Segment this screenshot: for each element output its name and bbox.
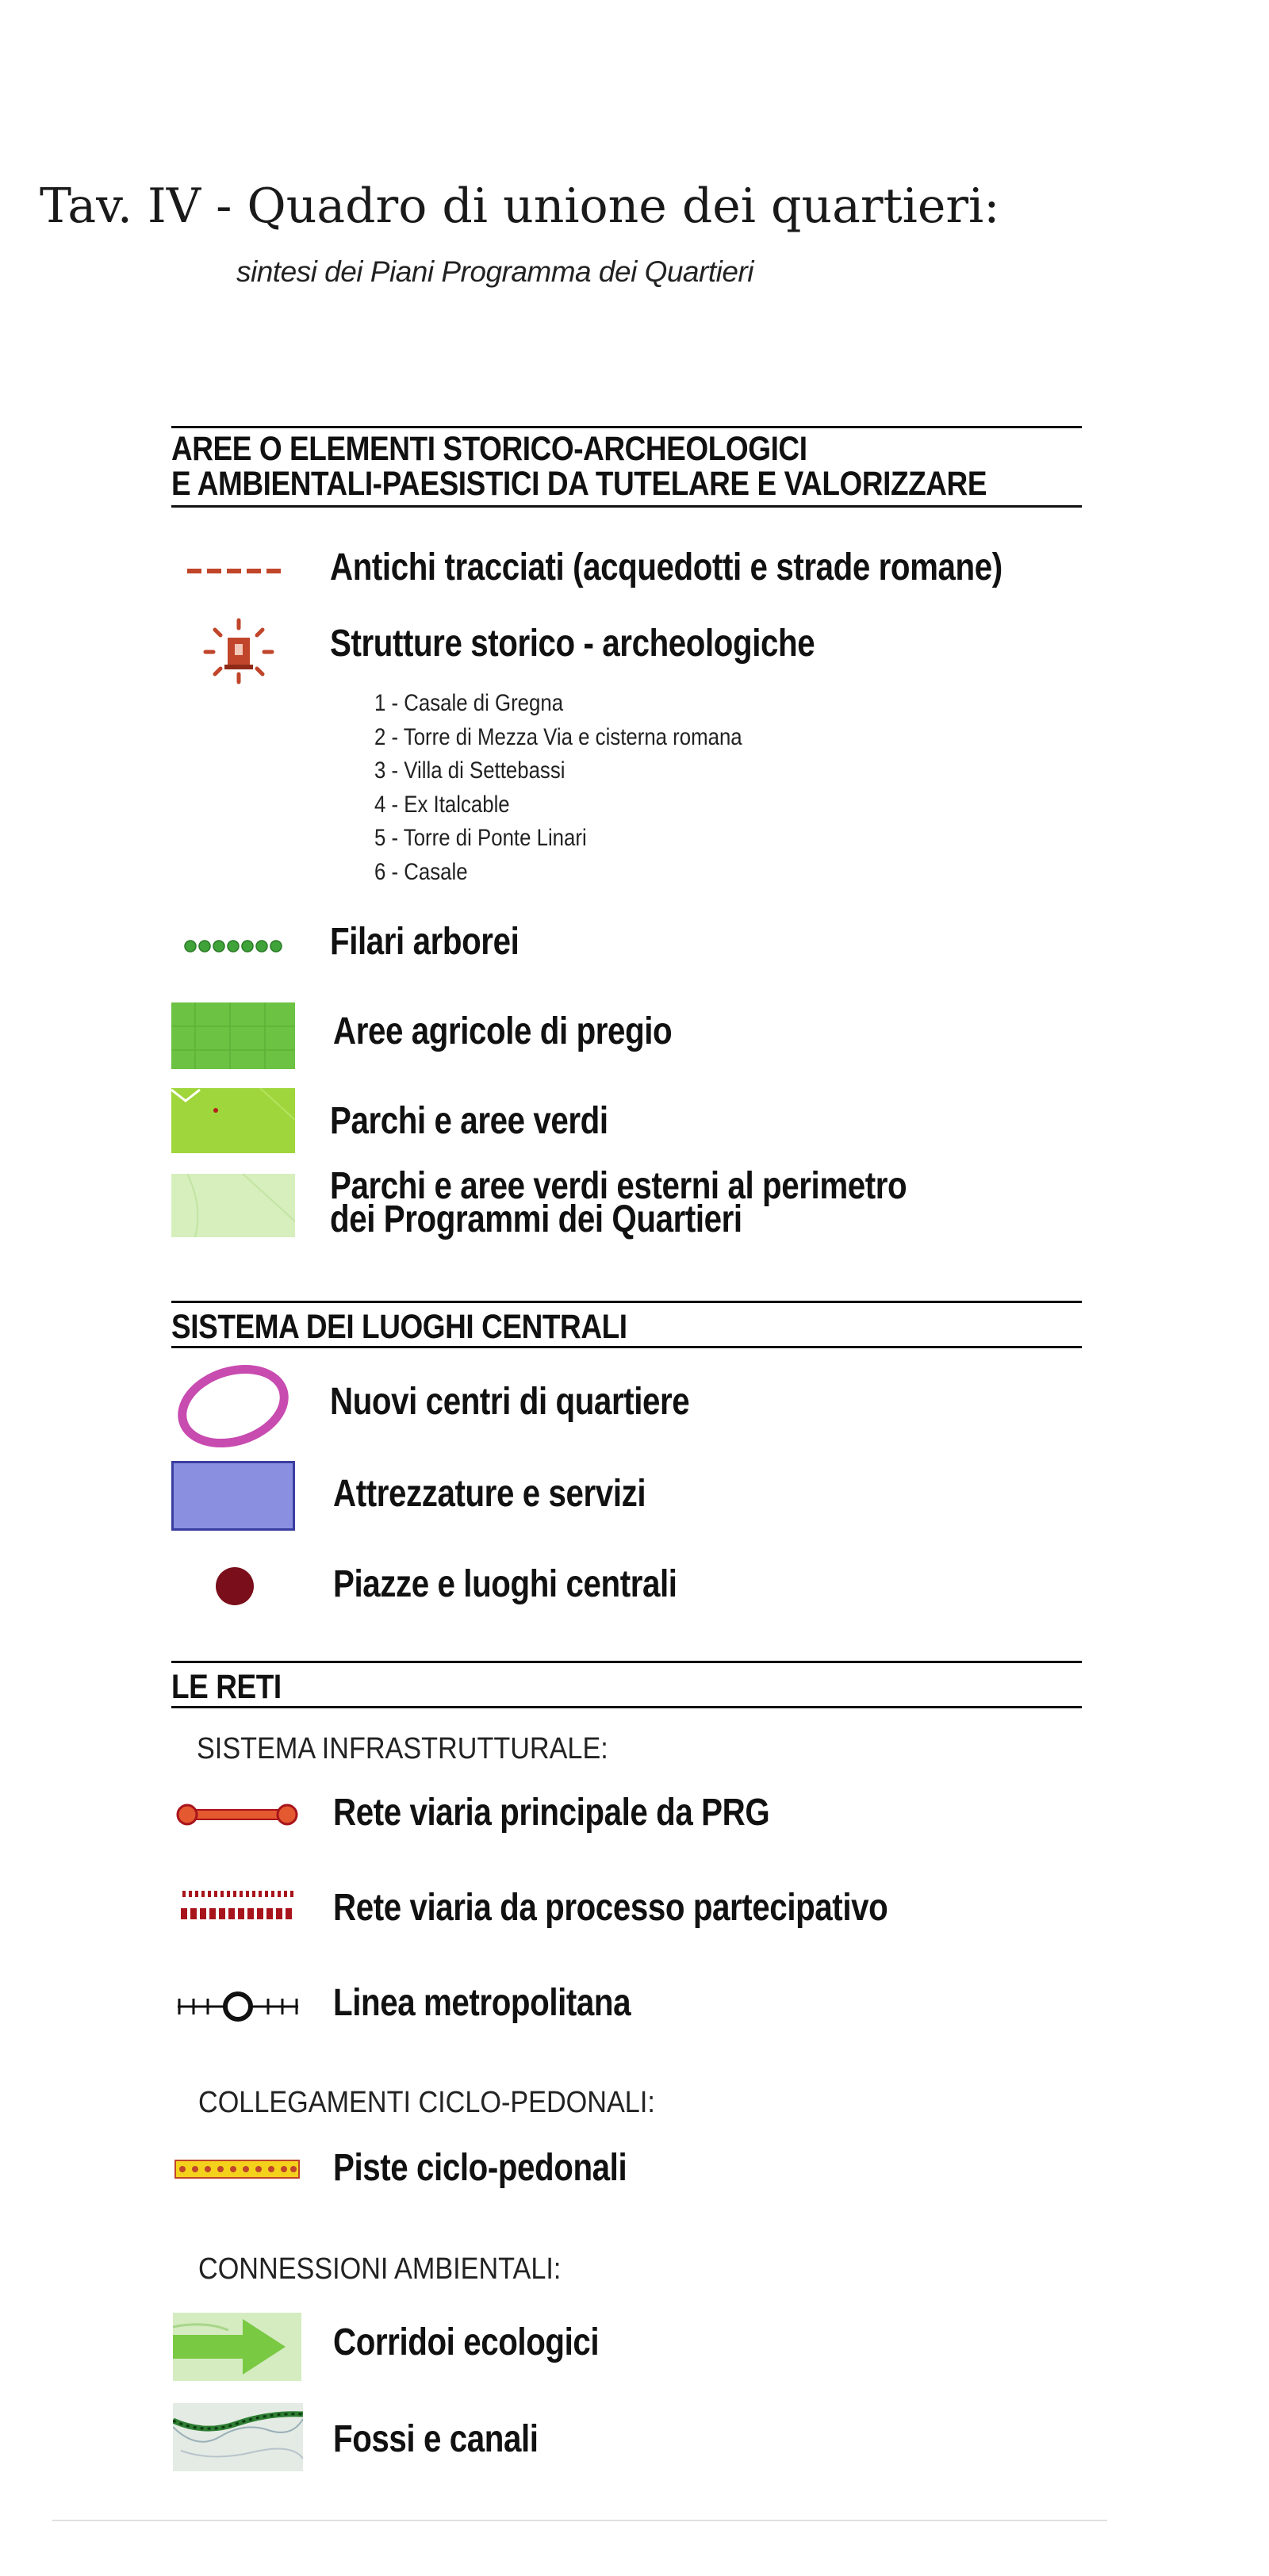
legend-metro-label: Linea metropolitana bbox=[333, 1982, 631, 2024]
legend-piste-label: Piste ciclo-pedonali bbox=[333, 2147, 627, 2189]
section-luoghi-heading bbox=[171, 1301, 1082, 1348]
strutture-list-item: 1 - Casale di Gregna bbox=[374, 690, 564, 716]
legend-corridoi-label: Corridoi ecologici bbox=[333, 2321, 600, 2363]
legend-parchi-esterni-line1: Parchi e aree verdi esterni al perimetro bbox=[330, 1165, 907, 1207]
conn-subheading: CONNESSIONI AMBIENTALI: bbox=[198, 2252, 562, 2286]
strutture-list-item: 5 - Torre di Ponte Linari bbox=[374, 825, 587, 851]
tree-row-dots-icon bbox=[182, 937, 287, 955]
legend-strutture-label: Strutture storico - archeologiche bbox=[330, 623, 815, 665]
section-storico-heading-line2: E AMBIENTALI-PAESISTICI DA TUTELARE E VALORIZZARE bbox=[171, 465, 987, 503]
main-road-icon bbox=[176, 1800, 298, 1829]
strutture-list-item: 6 - Casale bbox=[374, 858, 468, 885]
archaeological-structure-icon bbox=[201, 617, 277, 685]
metro-line-icon bbox=[176, 1989, 300, 2024]
legend-filari-label: Filari arborei bbox=[330, 921, 519, 963]
section-luoghi-heading-text: SISTEMA DEI LUOGHI CENTRALI bbox=[171, 1308, 627, 1346]
magenta-ring-icon bbox=[173, 1363, 293, 1450]
legend-nuovi-centri-label: Nuovi centri di quartiere bbox=[330, 1381, 690, 1423]
section-storico-heading bbox=[171, 426, 1082, 508]
strutture-list-item: 2 - Torre di Mezza Via e cisterna romana bbox=[374, 723, 742, 750]
agricultural-area-swatch-icon bbox=[171, 1002, 295, 1069]
legend-viaria-partecipativo-label: Rete viaria da processo partecipativo bbox=[333, 1887, 888, 1929]
page-title: Tav. IV - Quadro di unione dei quartieri: bbox=[40, 178, 1000, 234]
park-swatch-icon bbox=[171, 1088, 295, 1153]
strutture-list bbox=[374, 687, 742, 889]
section-reti-heading bbox=[171, 1661, 1082, 1708]
ecological-corridor-icon bbox=[173, 2313, 301, 2381]
section-storico-heading-line1: AREE O ELEMENTI STORICO-ARCHEOLOGICI bbox=[171, 430, 807, 468]
page-subtitle: sintesi dei Piani Programma dei Quartieri bbox=[236, 255, 753, 288]
legend-parchi-esterni-line2: dei Programmi dei Quartieri bbox=[330, 1198, 742, 1240]
participatory-road-icon bbox=[179, 1888, 298, 1927]
legend-parchi-label: Parchi e aree verdi bbox=[330, 1100, 608, 1142]
bottom-divider bbox=[52, 2520, 1107, 2521]
legend-aree-agricole-label: Aree agricole di pregio bbox=[333, 1010, 673, 1052]
ciclo-subheading: COLLEGAMENTI CICLO-PEDONALI: bbox=[198, 2086, 655, 2119]
piazza-dot-icon bbox=[214, 1566, 255, 1607]
dashed-red-line-icon bbox=[186, 566, 286, 576]
legend-parchi-esterni-label bbox=[330, 1165, 1017, 1240]
cycle-path-icon bbox=[174, 2159, 301, 2181]
external-park-swatch-icon bbox=[171, 1174, 295, 1237]
infra-subheading: SISTEMA INFRASTRUTTURALE: bbox=[197, 1732, 608, 1765]
ditches-canals-icon bbox=[173, 2403, 303, 2471]
legend-antichi-label: Antichi tracciati (acquedotti e strade romane) bbox=[330, 546, 1003, 588]
strutture-list-item: 4 - Ex Italcable bbox=[374, 791, 510, 818]
legend-fossi-label: Fossi e canali bbox=[333, 2418, 539, 2460]
services-swatch-icon bbox=[171, 1461, 295, 1531]
section-reti-heading-text: LE RETI bbox=[171, 1668, 282, 1706]
legend-viaria-prg-label: Rete viaria principale da PRG bbox=[333, 1792, 770, 1834]
strutture-list-item: 3 - Villa di Settebassi bbox=[374, 757, 565, 784]
legend-attrezzature-label: Attrezzature e servizi bbox=[333, 1473, 646, 1515]
legend-piazze-label: Piazze e luoghi centrali bbox=[333, 1563, 677, 1605]
